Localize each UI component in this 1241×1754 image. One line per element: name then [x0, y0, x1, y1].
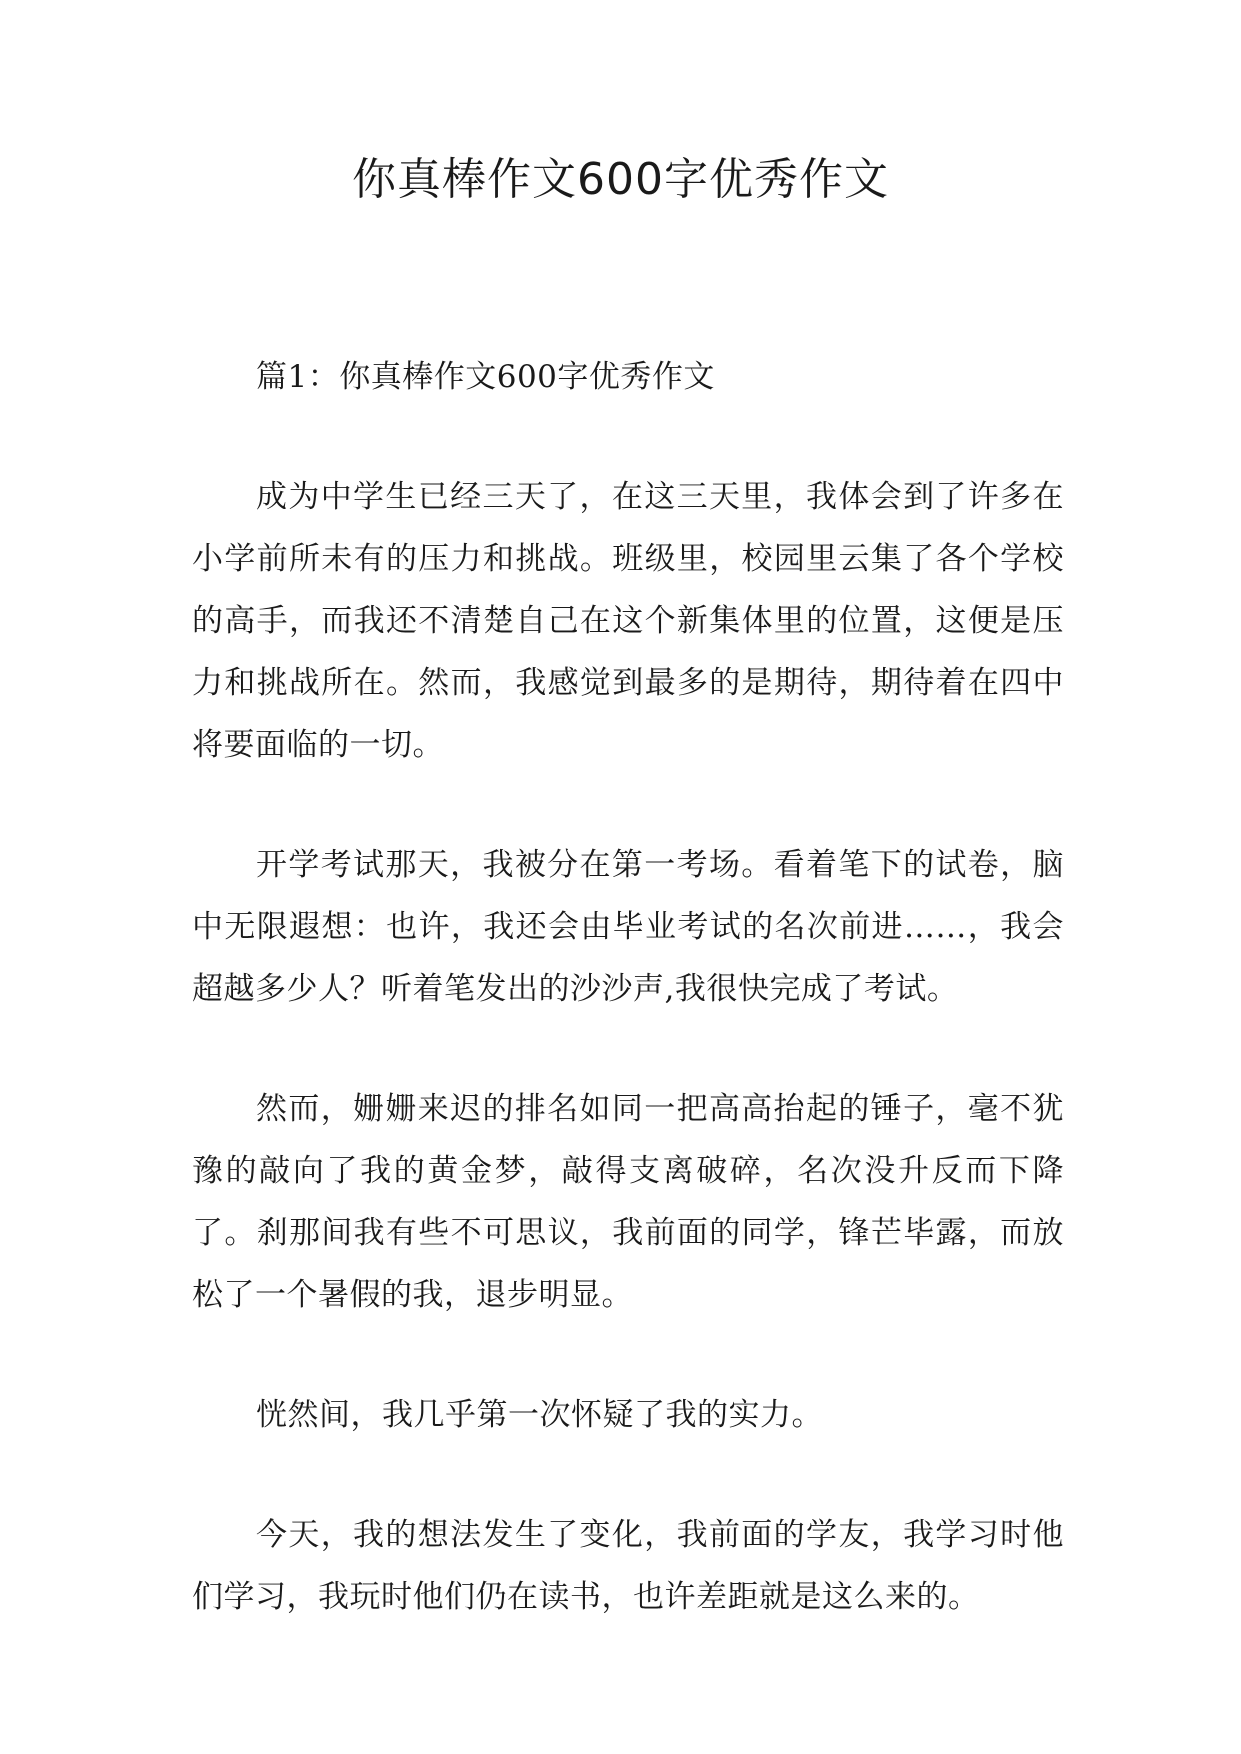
- paragraph: 今天，我的想法发生了变化，我前面的学友，我学习时他们学习，我玩时他们仍在读书，也许差距就是这么来的。: [192, 1517, 1064, 1615]
- paragraph: 然而，姗姗来迟的排名如同一把高高抬起的锤子，毫不犹豫的敲向了我的黄金梦，敲得支离破碎，名次没升反而下降了。刹那间我有些不可思议，我前面的同学，锋芒毕露，而放松了一个暑假的我，退步明显。: [192, 1091, 1064, 1313]
- document-title: 你真棒作文600字优秀作文: [352, 154, 889, 205]
- paragraph: 恍然间，我几乎第一次怀疑了我的实力。: [256, 1397, 823, 1433]
- document-body: [192, 346, 1064, 1686]
- paragraph: 开学考试那天，我被分在第一考场。看着笔下的试卷，脑中无限遐想：也许，我还会由毕业考试的名次前进……，我会超越多少人？听着笔发出的沙沙声,我很快完成了考试。: [192, 847, 1064, 1007]
- paragraph: 成为中学生已经三天了，在这三天里，我体会到了许多在小学前所未有的压力和挑战。班级里，校园里云集了各个学校的高手，而我还不清楚自己在这个新集体里的位置，这便是压力和挑战所在。然而，我感觉到最多的是期待，期待着在四中将要面临的一切。: [192, 479, 1064, 763]
- section-heading: 篇1：你真棒作文600字优秀作文: [256, 359, 715, 395]
